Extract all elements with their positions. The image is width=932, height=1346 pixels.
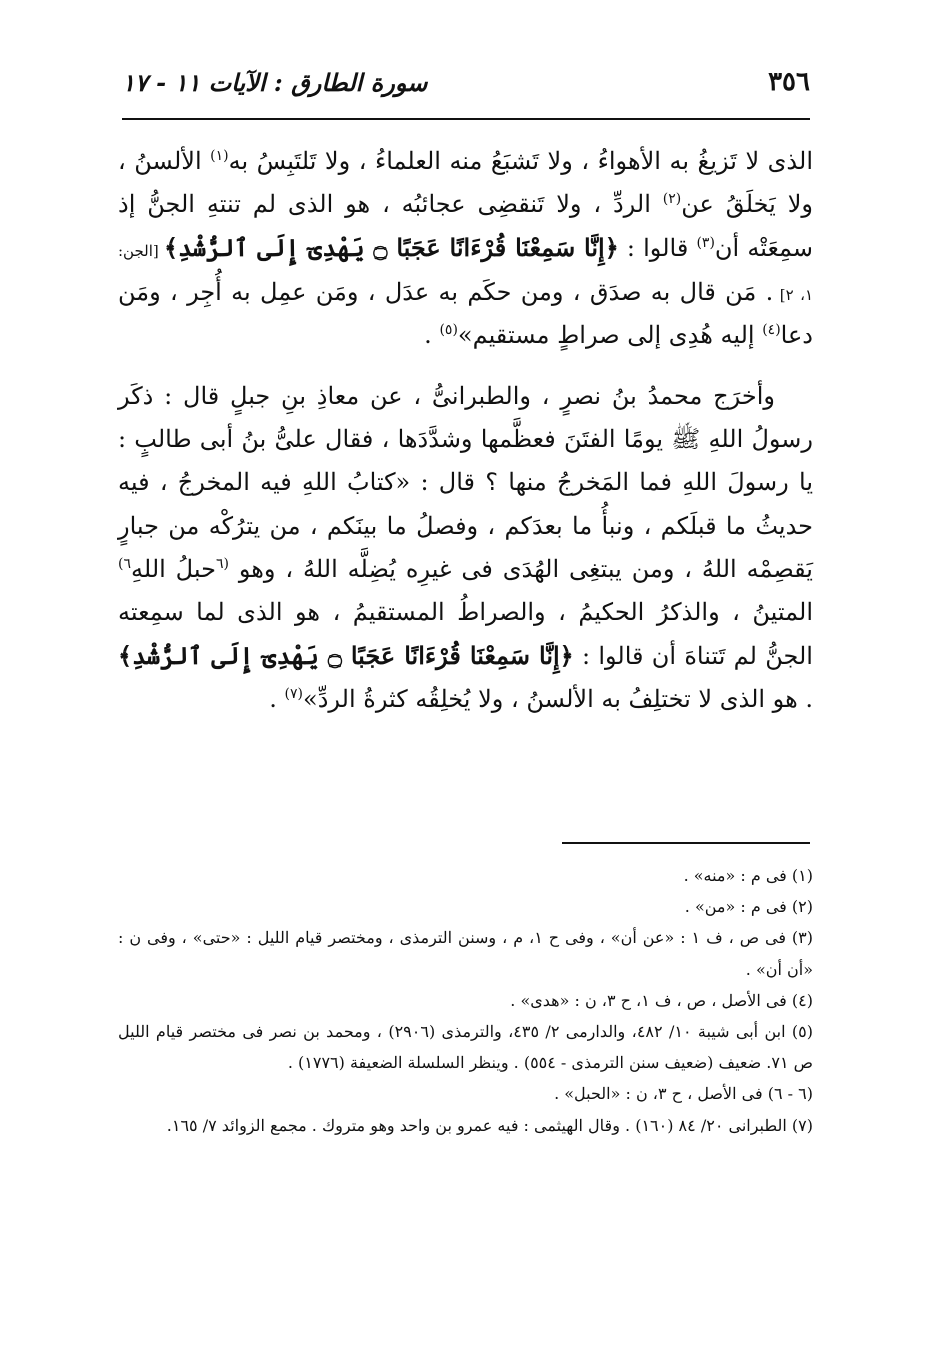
header-divider [122,118,810,120]
footnote-7: (٧) الطبرانى ٢٠/ ٨٤ (١٦٠) . وقال الهيثمى : فيه عمرو بن واحد وهو متروك . مجمع الزوائد ٧/ ١٦٥. [166,1115,813,1135]
footnote-3: (٣) فى ص ، ف ١ : «عن أن» ، وفى ح ١، م ، وسنن الترمذى ، ومختصر قيام الليل : «حتى» ، وفى ن : «أن أن» . [118,928,814,979]
footnote-marker-5: (٥) [439,321,458,338]
text-segment: . هو الذى لا تختلِفُ به الألسنُ ، ولا يُخلِقُه كثرةُ الردِّ» [303,685,813,714]
paragraph-2 [118,375,813,722]
text-segment: حبلُ اللهِ [131,554,216,583]
footnote-divider [562,842,810,844]
running-title: سورة الطارق : الآيات ١١ - ١٧ [122,67,428,97]
page-header [122,60,810,104]
text-segment: الردِّ ، ولا تَنقضِى عجائبُه ، هو الذى لم تنتهِ الجنُّ إذ سمِعَتْه أن [118,190,814,263]
text-segment: الذى لا تَزيغُ به الأهواءُ ، ولا تَشبَعُ منه العلماءُ ، ولا تَلتَبِسُ به [228,147,814,175]
footnote-4: (٤) فى الأصل ، ص ، ف ١، ح ٣، ن : «هدى» . [510,990,813,1010]
footnote-6: (٦ - ٦) فى الأصل ، ح ٣، ن : «الحبل» . [554,1084,813,1104]
footnote-marker-1: (١) [210,148,229,164]
footnote-marker-7: (٧) [284,686,304,703]
verse-citation: [الجن: ١، ٢] [118,242,814,304]
text-segment: . مَن قال به صدَق ، ومن حكَم به عدَل ، ومَن عمِل به أُجِر ، ومَن دعا [118,277,813,349]
text-segment: وأخرَج محمدُ بنُ نصرٍ ، والطبرانىُّ ، عن معاذِ بنِ جبلٍ قال : ذكَر رسولُ اللهِ ﷺ يومًا الفتَنَ فعظَّمها وشدَّدَها ، فقال علىُّ بنُ أبى طالبٍ : يا رسولَ اللهِ فما المَخرجُ منها ؟ قال : «كتابُ اللهِ فيه المخرجُ ، فيه حديثُ ما قبلَكم ، ونبأُ ما بعدَكم ، وفصلُ ما بينَكم ، من يترُكْه من جبارٍ يَقصِمْه اللهُ ، ومن يبتغِى الهُدَى فى غيرِه يُضِلَّه اللهُ ، وهو [118,381,814,583]
footnote-5: (٥) ابن أبى شيبة ١٠/ ٤٨٢، والدارمى ٢/ ٤٣٥، والترمذى (٢٩٠٦) ، ومحمد بن نصر فى مختصر قيام الليل ص ٧١. ضعيف (ضعيف سنن الترمذى - ٥٥٤) . وينظر السلسلة الضعيفة (١٧٧٦) . [118,1021,814,1073]
footnote-1: (١) فى م : «منه» . [683,866,813,885]
text-segment: المتينُ ، والذكرُ الحكيمُ ، والصراطُ المستقيمُ ، هو الذى لما سمِعته الجنُّ لم تَتناهَ أن قالوا : [118,597,813,671]
footnote-marker-4: (٤) [762,321,781,338]
quran-verse: ﴿إِنَّا سَمِعْنَا قُرْءَانًا عَجَبًا ۝ يَهْدِىٓ إِلَى ٱلرُّشْدِ﴾ [164,233,619,263]
text-segment: إليه هُدِى إلى صراطٍ مستقيم» [457,320,763,349]
main-text [118,140,813,739]
footnotes [118,860,813,1141]
paragraph-1 [118,140,813,357]
text-segment: قالوا : [618,234,697,263]
footnote-marker-2: (٢) [662,191,682,208]
footnote-marker-3: (٣) [696,235,715,252]
quran-verse: ﴿إِنَّا سَمِعْنَا قُرْءَانًا عَجَبًا ۝ يَهْدِىٓ إِلَى ٱلرُّشْدِ﴾ [118,641,574,671]
text-segment: الألسنُ ، ولا يَخلَقُ عن [118,147,813,219]
text-segment: . [269,685,285,714]
text-segment: . [424,320,440,349]
footnote-marker-6-start: (٦ [215,555,229,572]
footnote-2: (٢) فى م : «من» . [684,897,813,917]
footnote-marker-6-end: ٦) [118,555,131,572]
page-number: ٣٥٦ [768,67,810,97]
